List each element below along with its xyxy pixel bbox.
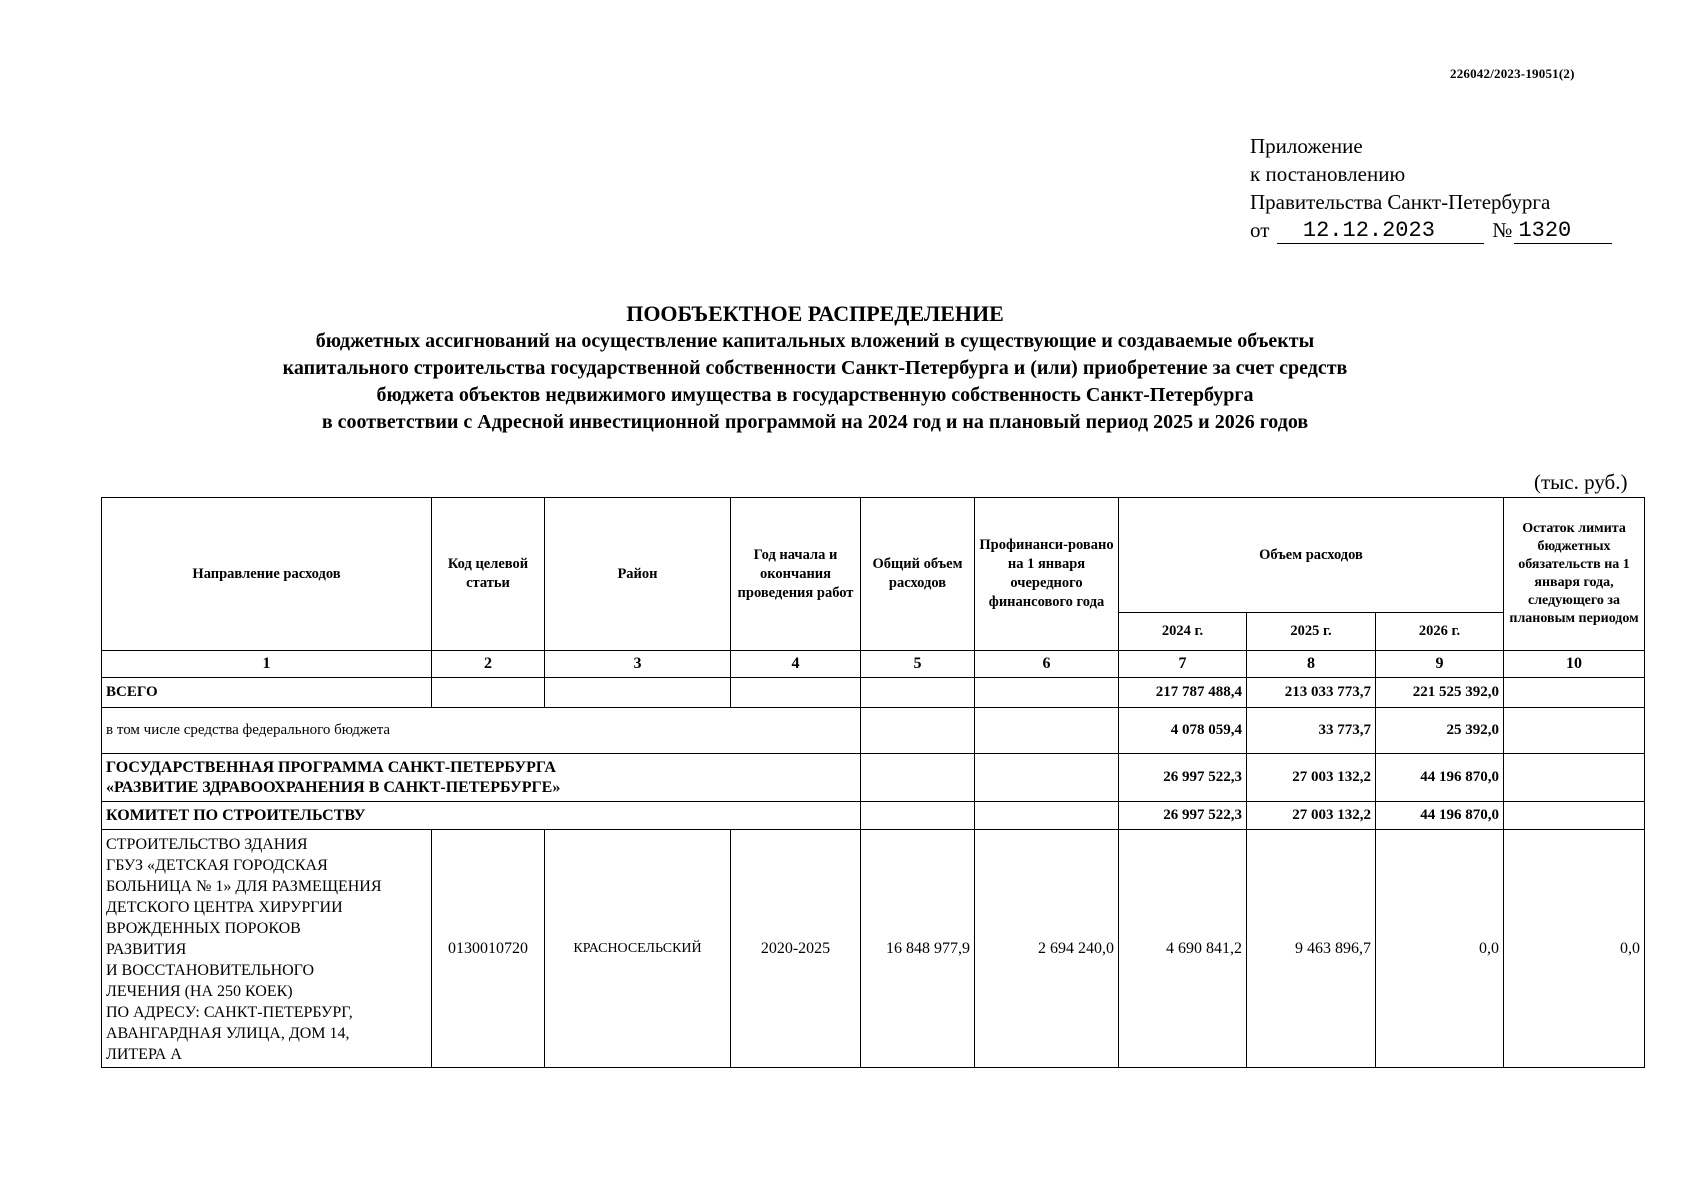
col-number: 3 — [545, 651, 731, 678]
col-number: 4 — [731, 651, 861, 678]
object-years: 2020-2025 — [731, 830, 861, 1068]
object-2025: 9 463 896,7 — [1247, 830, 1376, 1068]
row-label: ВСЕГО — [102, 678, 432, 708]
value-2026: 44 196 870,0 — [1376, 802, 1504, 830]
empty-cell — [975, 802, 1119, 830]
title-line-1: бюджетных ассигнований на осуществление капитальных вложений в существующие и создаваемые объекты — [315, 330, 1315, 352]
value-2024: 26 997 522,3 — [1119, 802, 1247, 830]
header-district: Район — [545, 498, 731, 651]
col-number: 8 — [1247, 651, 1376, 678]
value-2025: 33 773,7 — [1247, 708, 1376, 754]
value-2025: 27 003 132,2 — [1247, 802, 1376, 830]
object-line: БОЛЬНИЦА № 1» ДЛЯ РАЗМЕЩЕНИЯ — [106, 878, 382, 895]
col-number: 6 — [975, 651, 1119, 678]
empty-cell — [861, 708, 975, 754]
value-2025: 27 003 132,2 — [1247, 754, 1376, 802]
empty-cell — [1504, 754, 1645, 802]
header-remainder: Остаток лимита бюджетных обязательств на 1 января года, следующего за плановым периодом — [1504, 498, 1645, 651]
header-total: Общий объем расходов — [861, 498, 975, 651]
title-line-2: капитального строительства государственной собственности Санкт-Петербурга и (или) приобретение за счет средств — [282, 357, 1348, 379]
value-2026: 221 525 392,0 — [1376, 678, 1504, 708]
value-2024: 4 078 059,4 — [1119, 708, 1247, 754]
object-line: И ВОССТАНОВИТЕЛЬНОГО — [106, 962, 315, 979]
empty-cell — [1504, 708, 1645, 754]
empty-cell — [975, 754, 1119, 802]
table-row-federal — [102, 708, 1645, 754]
header-2025: 2025 г. — [1247, 613, 1376, 651]
empty-cell — [861, 754, 975, 802]
object-line: РАЗВИТИЯ — [106, 941, 187, 958]
underline-gap — [1460, 243, 1484, 244]
program-label-line-1: ГОСУДАРСТВЕННАЯ ПРОГРАММА САНКТ-ПЕТЕРБУРГА — [106, 758, 556, 776]
appendix-line-2: к постановлению — [1250, 162, 1406, 186]
registration-number: 226042/2023-19051(2) — [1450, 66, 1575, 81]
object-district: КРАСНОСЕЛЬСКИЙ — [545, 830, 731, 1068]
decree-date: 12.12.2023 — [1277, 219, 1460, 244]
decree-date-number — [1250, 216, 1612, 244]
col-number: 10 — [1504, 651, 1645, 678]
col-number: 5 — [861, 651, 975, 678]
object-line: ЛИТЕРА А — [106, 1046, 182, 1063]
units-label: (тыс. руб.) — [1534, 470, 1628, 494]
appendix-block — [1250, 132, 1612, 244]
number-label: № — [1492, 218, 1513, 242]
title-line-3: бюджета объектов недвижимого имущества в государственную собственность Санкт-Петербурга — [376, 384, 1254, 406]
empty-cell — [861, 678, 975, 708]
object-line: ЛЕЧЕНИЯ (НА 250 КОЕК) — [106, 983, 293, 1000]
object-prefinanced: 2 694 240,0 — [975, 830, 1119, 1068]
col-number: 7 — [1119, 651, 1247, 678]
empty-cell — [1504, 678, 1645, 708]
object-2024: 4 690 841,2 — [1119, 830, 1247, 1068]
table-row-program — [102, 754, 1645, 802]
object-line: ВРОЖДЕННЫХ ПОРОКОВ — [106, 920, 301, 937]
title-line-4: в соответствии с Адресной инвестиционной программой на 2024 год и на плановый период 2025 и 2026 годов — [321, 411, 1309, 433]
document-title — [100, 300, 1530, 436]
object-line: АВАНГАРДНАЯ УЛИЦА, ДОМ 14, — [106, 1025, 350, 1042]
object-description — [102, 830, 432, 1068]
header-prefinanced: Профинанси-ровано на 1 января очередного финансового года — [975, 498, 1119, 651]
header-years: Год начала и окончания проведения работ — [731, 498, 861, 651]
object-line: ПО АДРЕСУ: САНКТ-ПЕТЕРБУРГ, — [106, 1004, 353, 1021]
program-label-line-2: «РАЗВИТИЕ ЗДРАВООХРАНЕНИЯ В САНКТ-ПЕТЕРБУРГЕ» — [106, 778, 561, 796]
decree-number: 1320 — [1514, 219, 1612, 244]
object-remainder: 0,0 — [1504, 830, 1645, 1068]
header-row-1 — [102, 498, 1645, 613]
title-main: ПООБЪЕКТНОЕ РАСПРЕДЕЛЕНИЕ — [626, 301, 1004, 326]
budget-table — [101, 497, 1645, 1068]
header-2026: 2026 г. — [1376, 613, 1504, 651]
empty-cell — [545, 678, 731, 708]
empty-cell — [1504, 802, 1645, 830]
program-label — [102, 754, 861, 802]
empty-cell — [432, 678, 545, 708]
value-2026: 44 196 870,0 — [1376, 754, 1504, 802]
value-2025: 213 033 773,7 — [1247, 678, 1376, 708]
value-2026: 25 392,0 — [1376, 708, 1504, 754]
header-code: Код целевой статьи — [432, 498, 545, 651]
header-volume: Объем расходов — [1119, 498, 1504, 613]
object-total: 16 848 977,9 — [861, 830, 975, 1068]
col-number: 2 — [432, 651, 545, 678]
value-2024: 26 997 522,3 — [1119, 754, 1247, 802]
row-label: в том числе средства федерального бюджета — [102, 708, 861, 754]
object-code: 0130010720 — [432, 830, 545, 1068]
from-label: от — [1250, 218, 1270, 242]
empty-cell — [975, 678, 1119, 708]
empty-cell — [975, 708, 1119, 754]
object-2026: 0,0 — [1376, 830, 1504, 1068]
table-row-object — [102, 830, 1645, 1068]
object-line: СТРОИТЕЛЬСТВО ЗДАНИЯ — [106, 836, 308, 853]
appendix-line-1: Приложение — [1250, 134, 1363, 158]
col-number: 9 — [1376, 651, 1504, 678]
header-direction: Направление расходов — [102, 498, 432, 651]
column-numbers-row — [102, 651, 1645, 678]
header-2024: 2024 г. — [1119, 613, 1247, 651]
object-line: ДЕТСКОГО ЦЕНТРА ХИРУРГИИ — [106, 899, 343, 916]
empty-cell — [861, 802, 975, 830]
object-line: ГБУЗ «ДЕТСКАЯ ГОРОДСКАЯ — [106, 857, 328, 874]
appendix-line-3: Правительства Санкт-Петербурга — [1250, 190, 1551, 214]
table-row-committee — [102, 802, 1645, 830]
row-label: КОМИТЕТ ПО СТРОИТЕЛЬСТВУ — [102, 802, 861, 830]
table-row-total — [102, 678, 1645, 708]
empty-cell — [731, 678, 861, 708]
col-number: 1 — [102, 651, 432, 678]
value-2024: 217 787 488,4 — [1119, 678, 1247, 708]
